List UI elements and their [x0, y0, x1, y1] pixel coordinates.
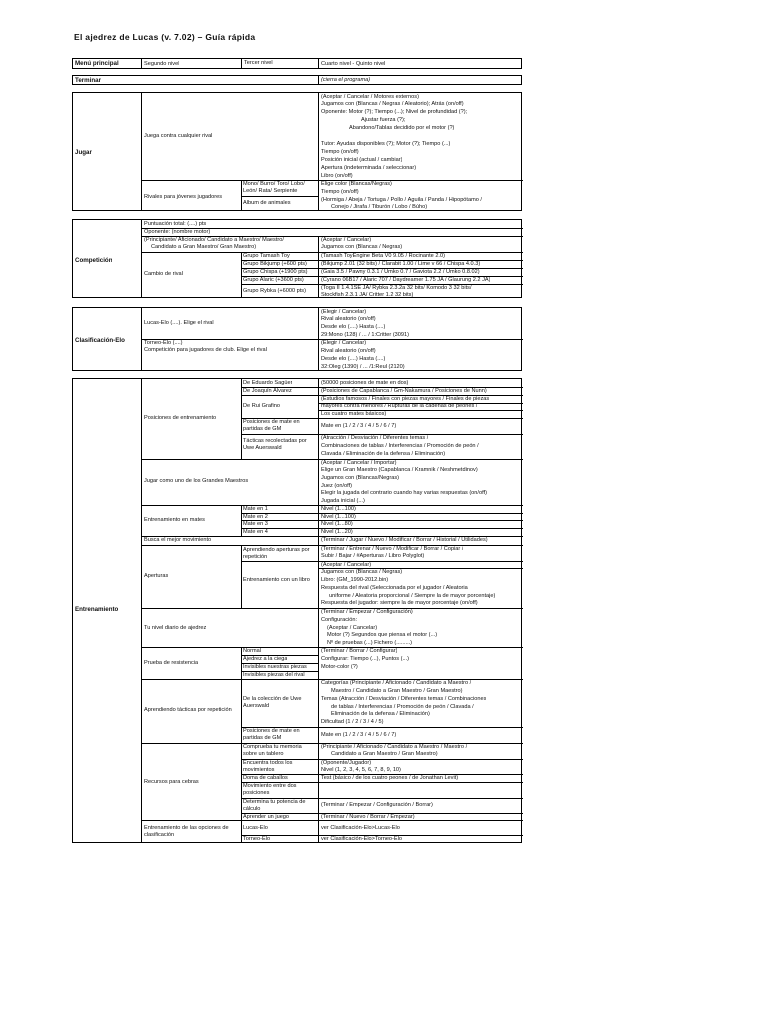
header-row	[72, 58, 522, 69]
cebra-item: Doma de caballos	[243, 775, 288, 781]
tac-line: de tablas / Interferencias / Promoción de peón / Clavada /	[331, 704, 474, 710]
cebra-content: Test (básico / de los cuatro peones / de Jonathan Levit)	[321, 775, 459, 781]
section-jugar	[72, 92, 522, 211]
res-line: Configurar: Tiempo (...), Puntos (...)	[321, 656, 409, 662]
pos-content: (50000 posiciones de mate en dos)	[321, 380, 409, 386]
cebra-content: Candidato a Gran Maestro / Gran Maestro)	[331, 751, 438, 757]
mate-level: Nivel (1...100)	[321, 506, 356, 512]
jugar-line: Oponente: Motor (?); Tiempo (...); Nivel de profundidad (?);	[321, 109, 468, 115]
header-col3: Tercer nivel	[244, 60, 273, 66]
torneo-elo: Torneo-Elo (....)	[144, 340, 183, 346]
cebra-content: (Terminar / Empezar / Configuración / Borrar)	[321, 802, 433, 808]
nivel-diario: Tu nivel diario de ajedrez	[144, 625, 207, 631]
resistencia-mode: Invisibles nuestras piezas	[243, 664, 307, 670]
pos-content: (Posiciones de Capablanca / Gm-Nakamura / Posiciones de Nunn)	[321, 388, 487, 394]
clasificacion-label: Clasificación-Elo	[75, 337, 125, 344]
diario-line: Nº de pruebas (...) Fichero (.........)	[327, 640, 413, 646]
jugar-label: Jugar	[75, 149, 92, 156]
jugar-sub1: Juega contra cualquier rival	[144, 133, 213, 139]
diario-line: Configuración:	[321, 617, 358, 623]
gm-line: (Aceptar / Cancelar / Importar)	[321, 460, 397, 466]
clasif-opt: Torneo-Elo	[243, 836, 271, 842]
terminar-note: (cierra el programa)	[321, 77, 371, 83]
mate-level: Nivel (1...100)	[321, 514, 356, 520]
mate-row: Mate en 4	[243, 529, 268, 535]
entrenamiento-libro: Entrenamiento con un libro	[243, 577, 310, 583]
animals-list: Mono/ Burro/ Toro/ Lobo/ León/ Rata/ Serpiente	[243, 181, 305, 194]
entrenamiento-clasificacion: Entrenamiento de las opciones de clasificación	[144, 825, 229, 838]
competicion-levels: Candidato a Gran Maestro/ Gran Maestro)	[151, 244, 257, 250]
cebra-item: Aprender un juego	[243, 814, 290, 820]
clasif-line: Rival aleatorio (on/off)	[321, 348, 376, 354]
group-name: Grupo Rybka (+6000 pts)	[243, 288, 306, 294]
ap-line: Libro: (GM_1990-2012.bin)	[321, 577, 389, 583]
cebra-item: Movimiento entre dos posiciones	[243, 783, 297, 796]
tac-line: Eliminación de la defensa / Eliminación)	[331, 711, 430, 717]
group-engines: (Gaia 3.5 / Pawny 0.3.1 / Umko 0.7 / Gaviota 2.2 / Umko 0.8.02)	[321, 269, 480, 275]
clasif-line: (Elegir / Cancelar)	[321, 309, 367, 315]
busca-mejor: Busca el mejor movimiento	[144, 537, 212, 543]
gm-line: Elige un Gran Maestro (Capablanca / Kramnik / Neshmetdinov)	[321, 467, 478, 473]
pos-content: Mate en (1 / 2 / 3 / 4 / 5 / 6 / 7)	[321, 423, 397, 429]
cebra-content: Nivel (1, 2, 3, 4, 5, 6, 7, 8, 9, 10)	[321, 767, 401, 773]
diario-line: (Terminar / Empezar / Configuración)	[321, 609, 413, 615]
competicion-puntuacion: Puntuación total: (....) pts	[144, 221, 207, 227]
diario-line: (Aceptar / Cancelar)	[327, 625, 378, 631]
aperturas: Aperturas	[144, 573, 169, 579]
cebra-content: (Principiante / Aficionado / Candidato a Maestro / Maestro /	[321, 744, 468, 750]
mate-level: Nivel (1...20)	[321, 529, 353, 535]
cebra-content: (Terminar / Nuevo / Borrar / Empezar)	[321, 814, 415, 820]
jugar-line: Elige color (Blancas/Negras)	[321, 181, 392, 187]
group-name: Grupo Bikjump (+600 pts)	[243, 261, 307, 267]
tac-line: Categorías (Principiante / Aficionado / Candidato a Maestro /	[321, 680, 472, 686]
lucas-elo: Lucas-Elo (....). Elige el rival	[144, 320, 214, 326]
ap-line: uniforme / Aleatoria proporcional / Siempre la de mayor porcentaje)	[329, 593, 496, 599]
group-name: Grupo Tamash Toy	[243, 253, 290, 259]
busca-mejor-options: (Terminar / Jugar / Nuevo / Modificar / Borrar / Historial / Utilidades)	[321, 537, 488, 543]
pos-source: Posiciones de mate en partidas de GM	[243, 419, 300, 432]
clasif-opt-ref: ver Clasificación-Elo>Lucas-Elo	[321, 825, 400, 831]
album-animales: Álbum de animales	[243, 200, 291, 206]
group-engines: (Tamash ToyEngine Beta V0 9.05 / Rocinante 2.0)	[321, 253, 445, 259]
competicion-oponente: Oponente: (nombre motor)	[144, 229, 211, 235]
competicion-line: Jugamos con (Blancas / Negras)	[321, 244, 403, 250]
diario-line: Motor (?) Segundos que piensa el motor (...)	[327, 632, 438, 638]
res-line: Motor-color (?)	[321, 664, 358, 670]
recursos-cebras: Recursos para cebras	[144, 779, 199, 785]
clasif-line: 29:Mono (128) / ... / 1:Critter (3091)	[321, 332, 409, 338]
pos-content: Los cuatro mates básicos)	[321, 411, 387, 417]
jugar-line: (Aceptar / Cancelar / Motores externos)	[321, 94, 419, 100]
tac-line: Dificultad (1 / 2 / 3 / 4 / 5)	[321, 719, 384, 725]
gm-line: Juez (on/off)	[321, 483, 352, 489]
torneo-elo-desc: Competición para jugadores de club. Elige el rival	[144, 347, 267, 353]
section-competicion	[72, 219, 522, 298]
jugar-line: (Hormiga / Abeja / Tortuga / Pollo / Águila / Panda / Hipopótamo /	[321, 197, 482, 203]
clasif-line: Desde elo (....) Hasta (....)	[321, 324, 386, 330]
jugar-line: Jugamos con (Blancas / Negras / Aleatorio); Atrás (on/off)	[321, 101, 464, 107]
grandes-maestros: Jugar como uno de los Grandes Maestros	[144, 478, 249, 484]
pos-source: De Eduardo Sagüer	[243, 380, 293, 386]
jugar-line: Conejo / Jirafa / Tiburón / Lobo / Búho)	[331, 204, 428, 210]
resistencia-mode: Ajedrez a la ciega	[243, 656, 288, 662]
header-col2: Segundo nivel	[144, 61, 180, 67]
jugar-sub2: Rivales para jóvenes jugadores	[144, 194, 223, 200]
tacticas-repeticion: Aprendiendo tácticas por repetición	[144, 707, 232, 713]
mate-partidas-gm-levels: Mate en (1 / 2 / 3 / 4 / 5 / 6 / 7)	[321, 732, 397, 738]
entrenamiento-label: Entrenamiento	[75, 606, 119, 613]
clasif-opt: Lucas-Elo	[243, 825, 268, 831]
res-line: (Terminar / Borrar / Configurar)	[321, 648, 398, 654]
competicion-label: Competición	[75, 257, 113, 264]
tac-line: Temas (Atracción / Desviación / Diferentes temas / Combinaciones	[321, 696, 487, 702]
posiciones-entrenamiento: Posiciones de entrenamiento	[144, 415, 217, 421]
jugar-line: Tiempo (on/off)	[321, 189, 359, 195]
pos-source: De Joaquín Álvarez	[243, 388, 292, 394]
gm-line: Jugada inicial (...)	[321, 498, 365, 504]
section-entrenamiento	[72, 378, 522, 843]
mate-row: Mate en 3	[243, 521, 268, 527]
prueba-resistencia: Prueba de resistencia	[144, 660, 199, 666]
cebra-item: Determina tu potencia de cálculo	[243, 799, 306, 812]
jugar-line: Tiempo (on/off)	[321, 149, 359, 155]
resistencia-mode: Normal	[243, 648, 262, 654]
section-clasificacion	[72, 307, 522, 371]
clasif-line: (Elegir / Cancelar)	[321, 340, 367, 346]
coleccion-uwe: De la colección de Uwe Auerswald	[243, 696, 302, 709]
terminar-label: Terminar	[75, 77, 102, 84]
cebra-item: Comprueba tu memoria sobre un tablero	[243, 744, 302, 757]
group-engines: (Cyrano 06B17 / Alaric 707 / Daydreamer 1.75 JA / Glaurung 2.2 JA)	[321, 277, 491, 283]
resistencia-mode: Invisibles piezas del rival	[243, 672, 305, 678]
aperturas-repeticion: Aprendiendo aperturas por repetición	[243, 547, 310, 560]
page-title: El ajedrez de Lucas (v. 7.02) – Guía rápida	[74, 32, 256, 42]
pos-content: Clavada / Eliminación de la defensa / Eliminación)	[321, 451, 446, 457]
clasif-line: Rival aleatorio (on/off)	[321, 316, 376, 322]
competicion-levels: (Principiante/ Aficionado/ Candidato a Maestro/ Maestro/	[144, 237, 284, 243]
pos-source: Tácticas recolectadas por Uwe Auerswald	[243, 438, 307, 451]
pos-source: De Rui Grafino	[243, 403, 280, 409]
section-terminar	[72, 75, 522, 85]
jugar-line: Apertura (indeterminada / seleccionar)	[321, 165, 417, 171]
ap-line: Subir / Bajar / #Aperturas / Libro Polyglot)	[321, 553, 425, 559]
pos-content: Combinaciones de tablas / Interferencias / Promoción de peón /	[321, 443, 479, 449]
clasif-opt-ref: ver Clasificación-Elo>Torneo-Elo	[321, 836, 402, 842]
jugar-line: Ajustar fuerza (?);	[361, 117, 406, 123]
group-engines: (Bikjump 2.01 (32 bits) / Clarabit 1.00 / Lime v 66 / Chispa 4.0.3)	[321, 261, 481, 267]
pos-content: (Atracción / Desviación / Diferentes temas /	[321, 435, 429, 441]
gm-line: Jugamos con (Blancas/Negras)	[321, 475, 400, 481]
clasif-line: Desde elo (....) Hasta (....)	[321, 356, 386, 362]
jugar-line: Abandono/Tablas decidido por el motor (?)	[349, 125, 455, 131]
gm-line: Elegir la jugada del contrario cuando hay varias respuestas (on/off)	[321, 490, 487, 496]
competicion-line: (Aceptar / Cancelar)	[321, 237, 372, 243]
pos-content: (Estudios famosos / Finales con piezas mayores / Finales de piezas	[321, 396, 490, 402]
cebra-content: (Oponente/Jugador)	[321, 760, 372, 766]
pos-content: mayores contra menores / Rupturas de la cadenas de peones /	[321, 403, 478, 409]
cebra-item: Encuentra todos los movimientos	[243, 760, 293, 773]
mate-partidas-gm: Posiciones de mate en partidas de GM	[243, 728, 300, 741]
group-engines: (Toga II 1.4.1SE JA/ Rybka 2.3.2a 32 bits/ Komodo 3 32 bits/	[321, 285, 472, 291]
jugar-line: Posición inicial (actual / cambiar)	[321, 157, 403, 163]
entrenamiento-mates: Entrenamiento en mates	[144, 517, 205, 523]
ap-line: Jugamos con (Blancas / Negras)	[321, 569, 403, 575]
mate-row: Mate en 2	[243, 514, 268, 520]
jugar-line: Libro (on/off)	[321, 173, 353, 179]
mate-row: Mate en 1	[243, 506, 268, 512]
clasif-line: 32:Oleg (1390) / ... /1:Reul (2120)	[321, 364, 405, 370]
group-engines: Stockfish 2.3.1 JA/ Critter 1.2 32 bits)	[321, 292, 414, 298]
tac-line: Maestro / Candidato a Gran Maestro / Gran Maestro)	[331, 688, 463, 694]
group-name: Grupo Chispa (+1900 pts)	[243, 269, 308, 275]
ap-line: Respuesta del jugador: siempre la de mayor porcentaje (on/off)	[321, 600, 478, 606]
header-col1: Menú principal	[75, 60, 119, 67]
cambio-rival: Cambio de rival	[144, 271, 183, 277]
ap-line: (Aceptar / Cancelar)	[321, 562, 372, 568]
ap-line: Respuesta del rival (Seleccionada por el jugador / Aleatoria	[321, 585, 468, 591]
jugar-line: Tutor: Ayudas disponibles (?); Motor (?); Tiempo (...)	[321, 141, 451, 147]
ap-line: (Terminar / Entrenar / Nuevo / Modificar / Borrar / Copiar /	[321, 546, 464, 552]
mate-level: Nivel (1...80)	[321, 521, 353, 527]
group-name: Grupo Alaric (+3600 pts)	[243, 277, 304, 283]
header-col4: Cuarto nivel - Quinto nivel	[321, 61, 386, 67]
